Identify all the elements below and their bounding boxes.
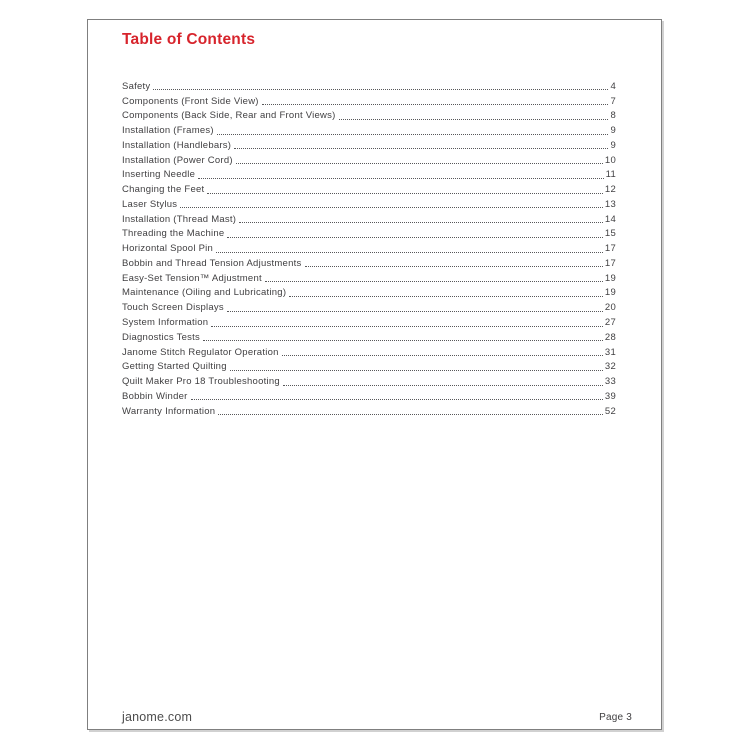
toc-dotted-leader xyxy=(207,193,603,194)
toc-entry[interactable] xyxy=(122,196,616,211)
toc-entry-label: Installation (Power Cord) xyxy=(122,154,233,166)
toc-entry-page-number: 8 xyxy=(610,110,616,122)
toc-entry-label: Laser Stylus xyxy=(122,198,178,210)
toc-entry-page-number: 13 xyxy=(604,198,616,210)
toc-entry-page-number: 39 xyxy=(604,390,616,402)
toc-entry-page-number: 33 xyxy=(604,376,616,388)
table-of-contents xyxy=(122,78,616,418)
toc-entry-label: Components (Back Side, Rear and Front Views) xyxy=(122,110,336,122)
toc-dotted-leader xyxy=(234,148,608,149)
toc-entry-label: Installation (Frames) xyxy=(122,125,214,137)
toc-entry[interactable] xyxy=(122,270,616,285)
toc-entry-page-number: 11 xyxy=(605,169,616,181)
toc-entry-label: Threading the Machine xyxy=(122,228,225,240)
toc-entry-page-number: 17 xyxy=(604,243,616,255)
toc-entry[interactable] xyxy=(122,181,616,196)
toc-entry[interactable] xyxy=(122,152,616,167)
toc-entry-label: Installation (Handlebars) xyxy=(122,139,232,151)
toc-entry-label: Quilt Maker Pro 18 Troubleshooting xyxy=(122,376,280,388)
toc-dotted-leader xyxy=(305,266,603,267)
toc-entry-page-number: 7 xyxy=(610,95,616,107)
toc-dotted-leader xyxy=(239,222,603,223)
toc-entry-page-number: 27 xyxy=(604,317,616,329)
toc-entry-label: Touch Screen Displays xyxy=(122,302,224,314)
toc-dotted-leader xyxy=(198,178,603,179)
toc-dotted-leader xyxy=(217,134,609,135)
toc-entry[interactable] xyxy=(122,78,616,93)
toc-entry[interactable] xyxy=(122,299,616,314)
toc-entry[interactable] xyxy=(122,314,616,329)
toc-entry-label: Bobbin and Thread Tension Adjustments xyxy=(122,257,302,269)
toc-entry[interactable] xyxy=(122,329,616,344)
toc-entry[interactable] xyxy=(122,285,616,300)
toc-entry[interactable] xyxy=(122,93,616,108)
toc-entry-page-number: 19 xyxy=(604,287,616,299)
toc-dotted-leader xyxy=(180,207,603,208)
toc-entry-page-number: 52 xyxy=(604,405,616,417)
toc-entry-page-number: 17 xyxy=(604,257,616,269)
toc-entry[interactable] xyxy=(122,226,616,241)
toc-entry-label: Changing the Feet xyxy=(122,184,205,196)
toc-entry-page-number: 14 xyxy=(604,213,616,225)
toc-entry-label: Inserting Needle xyxy=(122,169,196,181)
toc-entry-page-number: 19 xyxy=(604,272,616,284)
toc-dotted-leader xyxy=(191,399,603,400)
toc-dotted-leader xyxy=(282,355,603,356)
toc-entry-label: Components (Front Side View) xyxy=(122,95,259,107)
toc-entry-label: Maintenance (Oiling and Lubricating) xyxy=(122,287,287,299)
toc-entry-page-number: 31 xyxy=(604,346,616,358)
toc-entry-label: Installation (Thread Mast) xyxy=(122,213,237,225)
toc-dotted-leader xyxy=(211,326,603,327)
toc-entry-label: Easy-Set Tension™ Adjustment xyxy=(122,272,262,284)
toc-entry[interactable] xyxy=(122,388,616,403)
toc-entry-label: Getting Started Quilting xyxy=(122,361,227,373)
toc-dotted-leader xyxy=(283,385,603,386)
toc-entry[interactable] xyxy=(122,240,616,255)
toc-entry[interactable] xyxy=(122,344,616,359)
toc-dotted-leader xyxy=(153,89,608,90)
toc-entry[interactable] xyxy=(122,167,616,182)
toc-entry-label: Janome Stitch Regulator Operation xyxy=(122,346,279,358)
toc-entry-label: Safety xyxy=(122,80,151,92)
toc-dotted-leader xyxy=(227,237,603,238)
toc-dotted-leader xyxy=(218,414,603,415)
toc-dotted-leader xyxy=(216,252,603,253)
toc-entry-page-number: 32 xyxy=(604,361,616,373)
toc-entry-page-number: 28 xyxy=(604,331,616,343)
toc-dotted-leader xyxy=(236,163,603,164)
toc-entry-page-number: 9 xyxy=(610,125,616,137)
toc-entry-label: Warranty Information xyxy=(122,405,216,417)
toc-dotted-leader xyxy=(339,119,609,120)
toc-entry-page-number: 10 xyxy=(604,154,616,166)
toc-entry-page-number: 9 xyxy=(610,139,616,151)
toc-entry[interactable] xyxy=(122,122,616,137)
toc-entry[interactable] xyxy=(122,373,616,388)
toc-entry[interactable] xyxy=(122,255,616,270)
toc-entry-page-number: 4 xyxy=(610,80,616,92)
toc-entry-page-number: 12 xyxy=(604,184,616,196)
toc-dotted-leader xyxy=(262,104,609,105)
toc-dotted-leader xyxy=(227,311,603,312)
footer-website-link[interactable]: janome.com xyxy=(122,710,193,725)
toc-entry[interactable] xyxy=(122,137,616,152)
manual-page xyxy=(87,19,662,730)
toc-entry-page-number: 15 xyxy=(604,228,616,240)
toc-dotted-leader xyxy=(265,281,603,282)
toc-dotted-leader xyxy=(289,296,603,297)
toc-entry[interactable] xyxy=(122,211,616,226)
toc-dotted-leader xyxy=(203,340,603,341)
page-title: Table of Contents xyxy=(122,31,256,48)
toc-entry[interactable] xyxy=(122,359,616,374)
footer-page-number: Page 3 xyxy=(599,712,632,723)
toc-entry-page-number: 20 xyxy=(604,302,616,314)
toc-entry[interactable] xyxy=(122,108,616,123)
toc-entry-label: Diagnostics Tests xyxy=(122,331,200,343)
toc-entry[interactable] xyxy=(122,403,616,418)
toc-entry-label: Bobbin Winder xyxy=(122,390,188,402)
toc-entry-label: Horizontal Spool Pin xyxy=(122,243,214,255)
toc-dotted-leader xyxy=(230,370,603,371)
toc-entry-label: System Information xyxy=(122,317,209,329)
